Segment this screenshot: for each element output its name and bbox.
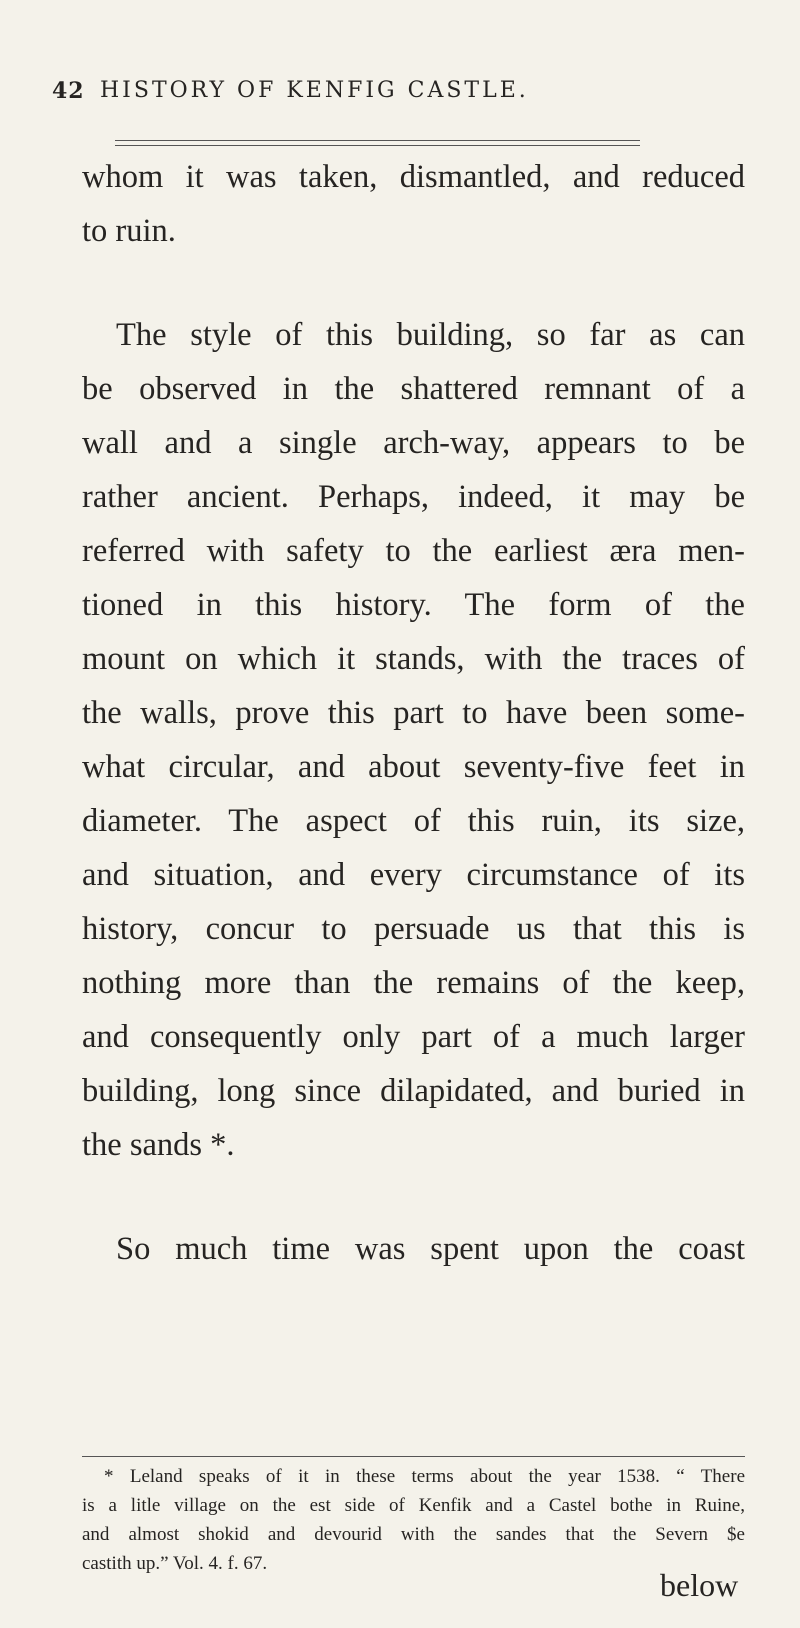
footnote-line: castith up.” Vol. 4. f. 67.: [82, 1553, 268, 1574]
text-line: be observed in the shattered remnant of a: [82, 371, 745, 407]
text-line: and consequently only part of a much larger: [82, 1019, 745, 1055]
text-line: history, concur to persuade us that this is: [82, 911, 745, 947]
text-line: The style of this building, so far as can: [116, 317, 745, 353]
text-line: nothing more than the remains of the keep,: [82, 965, 745, 1001]
footnote-line: and almost shokid and devourid with the sandes that the Severn $e: [82, 1524, 745, 1545]
header-double-rule: [115, 140, 640, 146]
text-line: tioned in this history. The form of the: [82, 587, 745, 623]
running-head: HISTORY OF KENFIG CASTLE.: [100, 78, 529, 103]
paragraph-gap: [82, 1172, 745, 1222]
footnote-line: * Leland speaks of it in these terms about the year 1538. “ There: [104, 1466, 745, 1487]
text-line: mount on which it stands, with the traces of: [82, 641, 745, 677]
text-line: whom it was taken, dismantled, and reduced: [82, 159, 745, 195]
text-line: So much time was spent upon the coast: [116, 1231, 745, 1267]
catchword: below: [660, 1567, 739, 1603]
paragraph-gap: [82, 258, 745, 308]
text-line: what circular, and about seventy-five feet in: [82, 749, 745, 785]
text-line: referred with safety to the earliest æra men-: [82, 533, 745, 569]
text-line: to ruin.: [82, 213, 176, 249]
footnote: [82, 1462, 745, 1578]
page-number: 42: [52, 78, 85, 104]
text-line: wall and a single arch-way, appears to be: [82, 425, 745, 461]
text-line: the walls, prove this part to have been some-: [82, 695, 745, 731]
text-line: rather ancient. Perhaps, indeed, it may be: [82, 479, 745, 515]
text-line: diameter. The aspect of this ruin, its size,: [82, 803, 745, 839]
main-text: [82, 150, 745, 1276]
text-line: and situation, and every circumstance of its: [82, 857, 745, 893]
text-line: building, long since dilapidated, and buried in: [82, 1073, 745, 1109]
text-line: the sands *.: [82, 1127, 235, 1163]
footnote-rule: [82, 1456, 745, 1457]
footnote-line: is a litle village on the est side of Kenfik and a Castel bothe in Ruine,: [82, 1495, 745, 1516]
page-header: [52, 78, 752, 118]
